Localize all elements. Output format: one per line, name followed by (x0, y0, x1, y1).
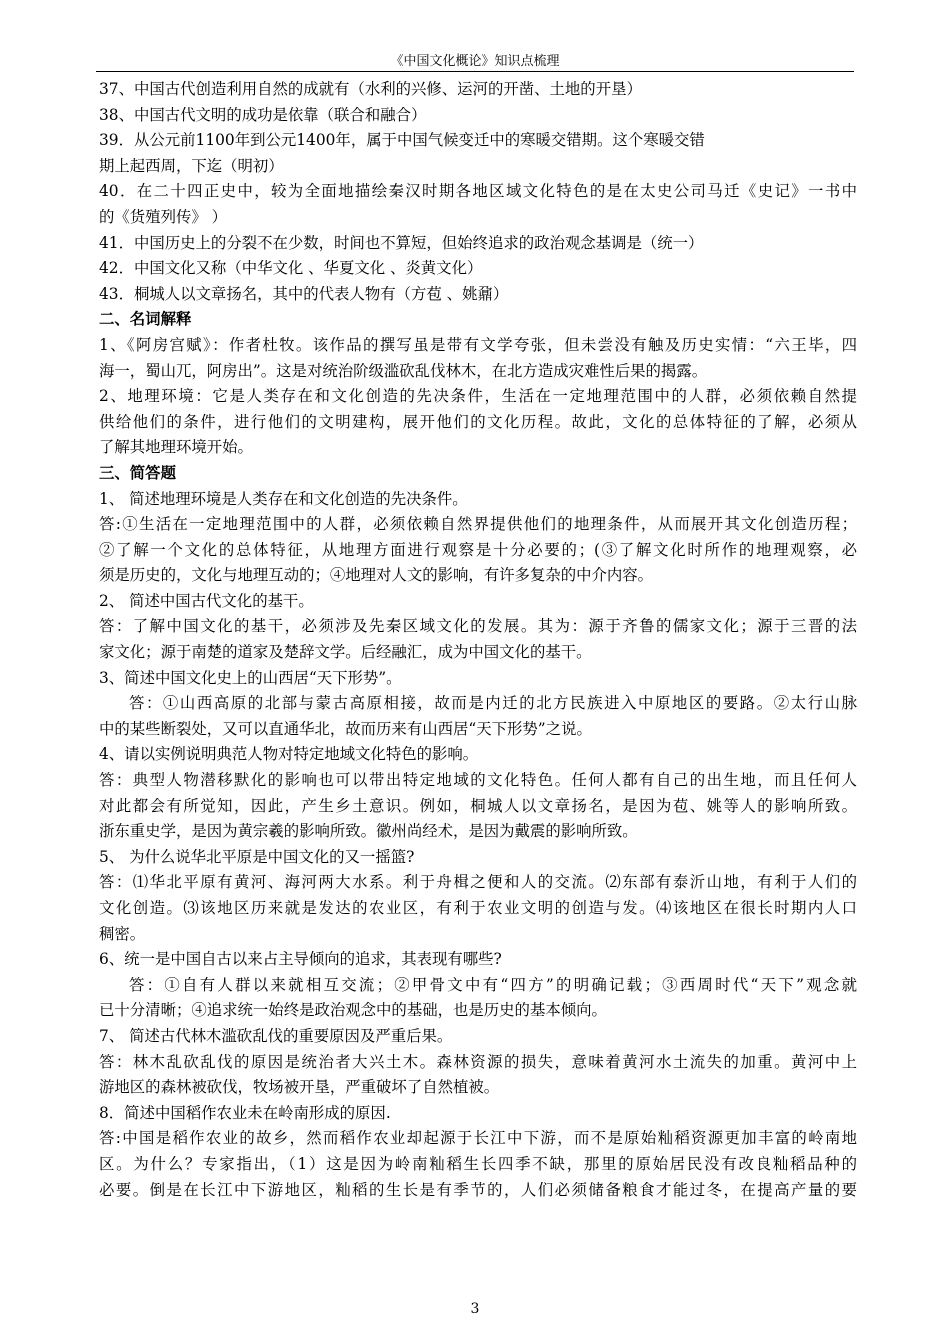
text-line: 2、 简述中国古代文化的基干。 (99, 591, 314, 610)
text-line: ②了解一个文化的总体特征，从地理方面进行观察是十分必要的；(③了解文化时所作的地理观察，必 (99, 540, 857, 559)
text-line: 2、地理环境：它是人类存在和文化创造的先决条件，生活在一定地理范围中的人群，必须依赖自然提 (99, 387, 857, 406)
text-line: 42．中国文化又称（中华文化 、华夏文化 、炎黄文化） (99, 259, 483, 278)
text-line: 1、 简述地理环境是人类存在和文化创造的先决条件。 (99, 489, 468, 508)
text-line: 5、 为什么说华北平原是中国文化的又一摇篮? (99, 847, 415, 866)
text-line: 海一，蜀山兀，阿房出”。这是对统治阶级滥砍乱伐林木，在北方造成灾难性后果的揭露。 (99, 361, 708, 380)
text-line: 4、请以实例说明典范人物对特定地域文化特色的影响。 (99, 745, 479, 764)
text-line: 了解其地理环境开始。 (99, 438, 253, 457)
text-line: 家文化；源于南楚的道家及楚辞文学。后经融汇，成为中国文化的基干。 (99, 643, 592, 662)
text-line: 8．简述中国稻作农业未在岭南形成的原因. (99, 1103, 391, 1122)
document-body (99, 77, 857, 1203)
text-line: 浙东重史学，是因为黄宗羲的影响所致。徽州尚经术，是因为戴震的影响所致。 (99, 822, 638, 841)
text-line: 期上起西周，下迄（明初） (99, 156, 284, 175)
text-line: 对此都会有所觉知，因此，产生乡土意识。例如，桐城人以文章扬名，是因为苞、姚等人的影响所致。 (99, 796, 857, 815)
text-line: 已十分清晰；④追求统一始终是政治观念中的基础，也是历史的基本倾向。 (99, 1001, 607, 1020)
page-number: 3 (470, 1301, 480, 1317)
text-line: 38、中国古代文明的成功是依靠（联合和融合） (99, 105, 427, 124)
text-line: 的《货殖列传》 ） (99, 207, 228, 226)
text-line: 游地区的森林被砍伐，牧场被开垦，严重破坏了自然植被。 (99, 1078, 500, 1097)
text-line: 必要。倒是在长江中下游地区，籼稻的生长是有季节的，人们必须储备粮食才能过冬，在提高产量的要 (99, 1180, 857, 1199)
text-line: 答:①生活在一定地理范围中的人群，必须依赖自然界提供他们的地理条件，从而展开其文化创造历程； (99, 515, 857, 534)
text-line: 43．桐城人以文章扬名，其中的代表人物有（方苞 、姚鼐） (99, 284, 509, 303)
text-line: 1、《阿房宫赋》：作者杜牧。该作品的撰写虽是带有文学夸张，但未尝没有触及历史实情：“六王毕，四 (99, 335, 857, 354)
text-line: 答：⑴华北平原有黄河、海河两大水系。利于舟楫之便和人的交流。⑵东部有泰沂山地，有利于人们的 (99, 873, 857, 892)
text-line: 3、简述中国文化史上的山西居“天下形势”。 (99, 668, 402, 687)
text-line: 答：了解中国文化的基干，必须涉及先秦区域文化的发展。其为：源于齐鲁的儒家文化；源于三晋的法 (99, 617, 857, 636)
text-line: 区。为什么？专家指出，（1）这是因为岭南籼稻生长四季不缺，那里的原始居民没有改良籼稻品种的 (99, 1154, 857, 1173)
text-line: 须是历史的，文化与地理互动的；④地理对人文的影响，有许多复杂的中介内容。 (99, 566, 654, 585)
text-line: 中的某些断裂处，又可以直通华北，故而历来有山西居“天下形势”之说。 (99, 719, 592, 738)
text-line: 39．从公元前1100年到公元1400年，属于中国气候变迁中的寒暖交错期。这个寒暖交错 (99, 131, 705, 150)
text-line: 文化创造。⑶该地区历来就是发达的农业区，有利于农业文明的创造与发。⑷该地区在很长时期内人口 (99, 899, 857, 917)
text-line: 答:中国是稻作农业的故乡，然而稻作农业却起源于长江中下游，而不是原始籼稻资源更加丰富的岭南地 (99, 1129, 857, 1148)
text-line: 答：典型人物潜移默化的影响也可以带出特定地域的文化特色。任何人都有自己的出生地，而且任何人 (99, 771, 857, 790)
text-line: 41．中国历史上的分裂不在少数，时间也不算短，但始终追求的政治观念基调是（统一） (99, 233, 704, 252)
text-line: 稠密。 (99, 924, 146, 943)
text-line: 答：①自有人群以来就相互交流；②甲骨文中有“四方”的明确记载；③西周时代“天下”观念就 (129, 975, 857, 994)
text-line: 40．在二十四正史中，较为全面地描绘秦汉时期各地区域文化特色的是在太史公司马迁《史记》一书中 (99, 182, 857, 201)
text-line: 37、中国古代创造利用自然的成就有（水利的兴修、运河的开凿、土地的开垦） (99, 80, 642, 98)
text-line: 供给他们的条件，进行他们的文明建构，展开他们的文化历程。故此，文化的总体特征的了解，必须从 (99, 412, 857, 431)
text-line: 6、统一是中国自古以来占主导倾向的追求，其表现有哪些? (99, 950, 502, 969)
text-line: 7、 简述古代林木滥砍乱伐的重要原因及严重后果。 (99, 1026, 453, 1045)
text-line: 答：①山西高原的北部与蒙古高原相接，故而是内迁的北方民族进入中原地区的要路。②太行山脉 (129, 694, 857, 713)
section-heading: 二、名词解释 (99, 310, 192, 329)
page-header: 《中国文化概论》知识点梳理 (390, 54, 560, 69)
section-heading: 三、简答题 (99, 463, 176, 482)
header-rule (96, 71, 854, 72)
text-line: 答：林木乱砍乱伐的原因是统治者大兴土木。森林资源的损失，意味着黄河水土流失的加重。黄河中上 (99, 1052, 857, 1071)
